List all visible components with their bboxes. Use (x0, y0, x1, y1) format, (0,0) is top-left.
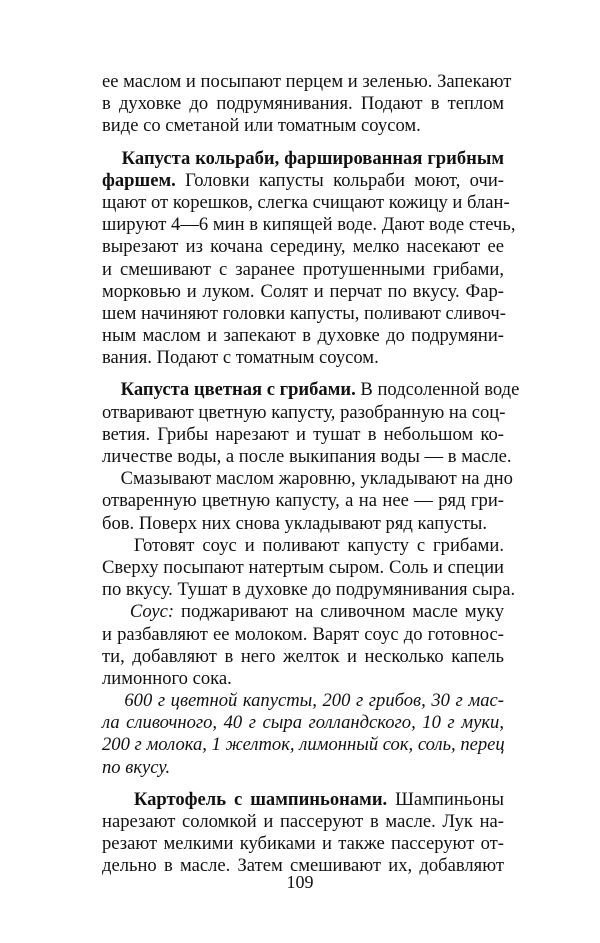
ingredients-line: по вкусу. (102, 756, 171, 778)
page-body (102, 71, 520, 878)
text-line: бов. Поверх них снова укладывают ряд капусты. (102, 512, 488, 534)
text-line: ветия. Грибы нарезают и тушат в небольшом ко- (102, 423, 504, 445)
text-fragment: Смазывают маслом жаровню, укладывают на дно (120, 468, 513, 490)
text-line: Сверху посыпают натертым сыром. Соль и специи (102, 556, 504, 578)
text-line (102, 170, 504, 192)
text-line: отваривают цветную капусту, разобранную на соц- (102, 401, 506, 423)
text-line: ее маслом и посыпают перцем и зеленью. Запекают (102, 71, 512, 92)
text-line: по вкусу. Тушат в духовке до подрумянивания сыра. (102, 579, 516, 601)
recipe-title: Капуста кольраби, фаршированная грибным (121, 147, 505, 169)
text-line (102, 789, 504, 811)
recipe-potato (102, 789, 504, 878)
text-line (102, 601, 504, 623)
text-line: виде со сметаной или томатным соусом. (102, 115, 421, 137)
text-line: в духовке до подрумянивания. Подают в теплом (102, 93, 504, 115)
ingredients-line (102, 690, 504, 712)
text-line: лимонного сока. (102, 667, 232, 689)
text-line: шируют 4—6 мин в кипящей воде. Дают воде стечь, (102, 214, 516, 236)
text-fragment: Готовят соус и поливают капусту с грибами. (133, 534, 504, 556)
text-line: дельно в масле. Затем смешивают их, добавляют (102, 855, 504, 877)
text-fragment: В подсоленной воде (355, 379, 520, 401)
text-fragment: Головки капусты кольраби моют, очи- (175, 169, 504, 191)
recipe-title-line (102, 148, 504, 170)
recipe-kohlrabi (102, 147, 516, 370)
text-line: вырезают из кочана середину, мелко насекают ее (102, 236, 504, 258)
text-fragment: Шампиньоны (387, 788, 504, 810)
text-fragment: 600 г цветной капусты, 200 г грибов, 30 г мас- (124, 690, 504, 712)
sauce-label: Соус: (129, 601, 175, 623)
text-line (102, 468, 513, 490)
text-line (102, 535, 504, 557)
text-line: щают от корешков, слегка счищают кожицу и блан- (102, 191, 510, 213)
ingredients-line: ла сливочного, 40 г сыра голландского, 10 г муки, (102, 712, 504, 734)
recipe-title: Картофель с шампиньонами. (133, 788, 388, 810)
page-number: 109 (286, 872, 314, 892)
ingredients-list (102, 690, 504, 779)
text-fragment: поджаривают на сливочном масле муку (174, 601, 504, 623)
recipe-cauliflower (102, 379, 520, 778)
recipe-title-cont: фаршем. (102, 169, 176, 191)
text-line: и разбавляют ее молоком. Варят соус до готовнос- (102, 623, 504, 645)
ingredients-line: 200 г молока, 1 желток, лимонный сок, соль, перец (102, 734, 505, 756)
text-line: ным маслом и запекают в духовке до подрумяни- (102, 325, 504, 347)
text-line: морковью и луком. Солят и перчат по вкусу. Фар- (102, 280, 504, 302)
text-line: вания. Подают с томатным соусом. (102, 347, 379, 369)
text-line (102, 379, 520, 401)
intro-paragraph (102, 71, 512, 138)
text-line: нарезают соломкой и пассеруют в масле. Лук на- (102, 811, 504, 832)
text-line: личестве воды, а после выкипания воды — в масле. (102, 446, 512, 467)
text-line: и смешивают с заранее протушенными грибами, (102, 258, 504, 280)
text-line: шем начиняют головки капусты, поливают сливоч- (102, 302, 506, 324)
text-line: отваренную цветную капусту, а на нее — ряд гри- (102, 490, 504, 512)
text-line: резают мелкими кубиками и также пассеруют от- (102, 833, 504, 855)
recipe-title: Капуста цветная с грибами. (120, 379, 356, 401)
text-line: ти, добавляют в него желток и несколько капель (102, 645, 504, 667)
